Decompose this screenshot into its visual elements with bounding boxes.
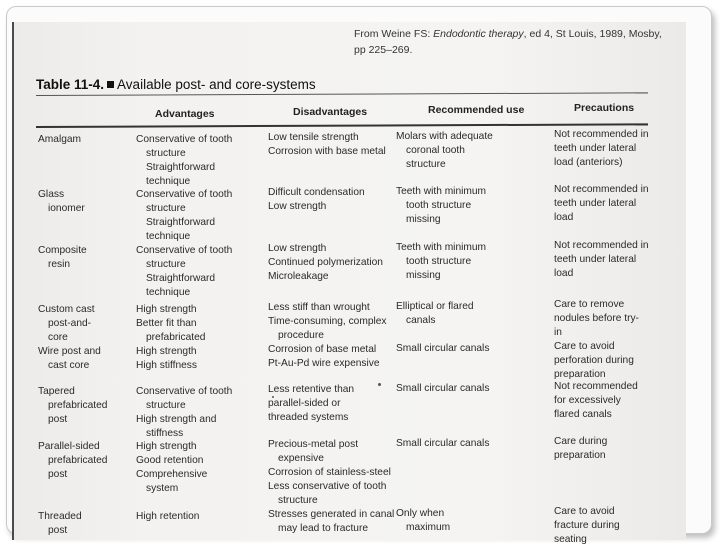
cell-advantages <box>136 244 232 300</box>
cell-use <box>396 185 486 227</box>
cell-precautions <box>554 298 639 340</box>
cell-line: post <box>48 414 68 425</box>
cell-line: Low strength <box>268 200 327 212</box>
cell-line: prefabricated <box>48 455 108 466</box>
cell-advantages <box>136 133 232 189</box>
cell-line: teeth under lateral <box>554 198 637 209</box>
cell-line: technique <box>146 230 191 242</box>
cell-use <box>396 382 489 396</box>
cell-line: post <box>48 469 68 480</box>
cell-line: may lead to fracture <box>278 522 369 534</box>
cell-line: Not recommended in <box>554 184 649 195</box>
cell-line: nodules before try- <box>554 313 639 324</box>
citation <box>354 26 664 58</box>
cell-line: Better fit than <box>136 317 197 329</box>
cell-advantages <box>136 385 232 441</box>
cell-line: system <box>146 482 179 494</box>
cell-disadvantages <box>268 508 394 536</box>
cell-line: High stiffness <box>136 359 197 371</box>
cell-name <box>38 303 95 345</box>
cell-line: Teeth with minimum <box>396 185 487 197</box>
cell-line: fracture during <box>554 520 620 531</box>
cell-line: Pt-Au-Pd wire expensive <box>268 357 380 369</box>
cell-line: Less stiff than wrought <box>268 301 370 313</box>
cell-line: Microleakage <box>268 270 329 282</box>
cell-line: cast core <box>48 360 90 371</box>
citation-prefix: From Weine FS: <box>354 28 434 40</box>
cell-line: missing <box>406 269 441 281</box>
cell-name <box>38 188 85 216</box>
cell-use <box>396 437 489 451</box>
cell-line: Difficult condensation <box>268 186 365 198</box>
cell-advantages <box>136 345 197 373</box>
cell-name <box>38 385 107 427</box>
cell-disadvantages <box>268 343 380 371</box>
cell-line: Corrosion with base metal <box>268 145 386 157</box>
cell-line: Corrosion of stainless-steel <box>268 466 391 478</box>
cell-line: High strength and <box>136 413 217 425</box>
cell-line: Continued polymerization <box>268 256 383 268</box>
cell-line: Composite <box>38 245 87 256</box>
cell-line: Teeth with minimum <box>396 241 487 253</box>
cell-line: Small circular canals <box>396 342 490 354</box>
cell-line: Precious-metal post <box>268 438 359 450</box>
cell-use <box>396 130 493 172</box>
cell-disadvantages <box>268 438 391 508</box>
cell-advantages <box>136 303 205 345</box>
cell-line: structure <box>146 399 186 411</box>
cell-line: in <box>554 327 562 338</box>
header-recommended-use: Recommended use <box>428 104 525 116</box>
cell-line: preparation <box>554 450 606 461</box>
cell-precautions <box>554 435 607 463</box>
cell-line: structure <box>146 147 186 159</box>
cell-line: Conservative of tooth <box>136 188 233 200</box>
cell-line: Tapered <box>38 386 75 397</box>
cell-line: Threaded <box>38 511 82 522</box>
cell-line: resin <box>48 259 71 270</box>
cell-advantages <box>136 510 199 524</box>
cell-line: technique <box>146 286 191 298</box>
cell-line: Small circular canals <box>396 437 490 449</box>
header-advantages: Advantages <box>155 108 215 120</box>
cell-precautions <box>554 340 634 382</box>
cell-line: structure <box>146 258 186 270</box>
cell-line: Straightforward <box>146 161 216 173</box>
cell-precautions <box>554 183 649 225</box>
cell-line: High strength <box>136 440 197 452</box>
cell-line: seating <box>554 534 587 545</box>
cell-line: prefabricated <box>48 400 108 411</box>
citation-suffix: , ed 4, St Louis, 1989, Mosby, pp 225–269. <box>354 28 662 56</box>
scan-speck <box>378 383 381 386</box>
cell-line: Straightforward <box>146 216 216 228</box>
cell-use <box>396 241 486 283</box>
cell-line: expensive <box>278 452 324 464</box>
scan-speck <box>272 396 274 398</box>
cell-line: Low tensile strength <box>268 131 359 143</box>
cell-line: Stresses generated in canal <box>268 508 395 520</box>
cell-line: High retention <box>136 510 200 522</box>
cell-line: threaded systems <box>268 411 349 423</box>
cell-precautions <box>554 128 649 170</box>
cell-line: Good retention <box>136 454 204 466</box>
cell-line: teeth under lateral <box>554 143 637 154</box>
header-disadvantages: Disadvantages <box>293 106 368 118</box>
cell-precautions <box>554 380 638 422</box>
header-precautions: Precautions <box>574 102 635 114</box>
cell-disadvantages <box>268 186 365 214</box>
cell-line: Conservative of tooth <box>136 133 233 145</box>
cell-line: tooth structure <box>406 255 472 267</box>
cell-use <box>396 342 489 356</box>
cell-line: High strength <box>136 303 197 315</box>
cell-line: load <box>554 268 574 279</box>
cell-line: Elliptical or flared <box>396 300 474 312</box>
cell-advantages <box>136 188 232 244</box>
cell-line: Corrosion of base metal <box>268 343 377 355</box>
table-title <box>36 77 316 92</box>
cell-line: stiffness <box>146 427 184 439</box>
cell-precautions <box>554 505 620 547</box>
cell-line: High strength <box>136 345 197 357</box>
cell-line: Care to remove <box>554 299 625 310</box>
cell-line: post-and- <box>48 318 92 329</box>
cell-line: flared canals <box>554 409 612 420</box>
cell-line: ionomer <box>48 203 85 214</box>
cell-line: load (anteriors) <box>554 157 623 168</box>
cell-advantages <box>136 440 207 496</box>
cell-line: Small circular canals <box>396 382 490 394</box>
cell-line: Only when <box>396 507 445 519</box>
cell-disadvantages <box>268 301 387 343</box>
square-bullet-icon <box>107 81 114 88</box>
cell-line: Molars with adequate <box>396 130 493 142</box>
cell-line: Wire post and <box>38 346 101 357</box>
cell-line: Not recommended <box>554 381 638 392</box>
cell-line: canals <box>406 314 436 326</box>
cell-line: core <box>48 332 68 343</box>
cell-line: coronal tooth <box>406 144 465 156</box>
cell-line: Care to avoid <box>554 341 615 352</box>
cell-line: preparation <box>554 369 606 380</box>
cell-disadvantages <box>268 383 354 425</box>
page-edge-shadow <box>12 22 14 540</box>
cell-name <box>38 244 87 272</box>
cell-line: parallel-sided or <box>268 397 341 409</box>
cell-line: technique <box>146 175 191 187</box>
cell-line: Glass <box>38 189 65 200</box>
cell-line: structure <box>146 202 186 214</box>
cell-name <box>38 345 101 373</box>
cell-line: Time-consuming, complex <box>268 315 387 327</box>
cell-line: maximum <box>406 521 451 533</box>
cell-line: Conservative of tooth <box>136 244 233 256</box>
cell-line: Straightforward <box>146 272 216 284</box>
cell-line: procedure <box>278 329 324 341</box>
citation-book-title: Endodontic therapy <box>433 28 524 40</box>
cell-precautions <box>554 239 649 281</box>
cell-line: load <box>554 212 574 223</box>
cell-line: Amalgam <box>38 134 82 145</box>
table-number: Table 11-4. <box>36 77 105 92</box>
cell-line: Not recommended in <box>554 240 649 251</box>
cell-disadvantages <box>268 242 383 284</box>
cell-line: Custom cast <box>38 304 95 315</box>
cell-line: Care to avoid <box>554 506 615 517</box>
cell-line: perforation during <box>554 355 634 366</box>
cell-line: Parallel-sided <box>38 441 100 452</box>
cell-line: Comprehensive <box>136 468 208 480</box>
cell-line: Care during <box>554 436 608 447</box>
cell-line: teeth under lateral <box>554 254 637 265</box>
table-title-text: Available post- and core-systems <box>117 77 316 92</box>
cell-line: Not recommended in <box>554 129 649 140</box>
cell-disadvantages <box>268 131 386 159</box>
cell-line: structure <box>278 494 318 506</box>
cell-line: Less retentive than <box>268 383 355 395</box>
cell-line: structure <box>406 158 446 170</box>
cell-name <box>38 133 81 147</box>
cell-line: for excessively <box>554 395 621 406</box>
cell-line: missing <box>406 213 441 225</box>
cell-name <box>38 440 107 482</box>
cell-use <box>396 300 474 328</box>
cell-line: Less conservative of tooth <box>268 480 387 492</box>
cell-line: post <box>48 525 68 536</box>
cell-line: tooth structure <box>406 199 472 211</box>
cell-line: prefabricated <box>146 331 206 343</box>
cell-use <box>396 507 450 535</box>
cell-line: Low strength <box>268 242 327 254</box>
cell-name <box>38 510 82 538</box>
cell-line: Conservative of tooth <box>136 385 233 397</box>
